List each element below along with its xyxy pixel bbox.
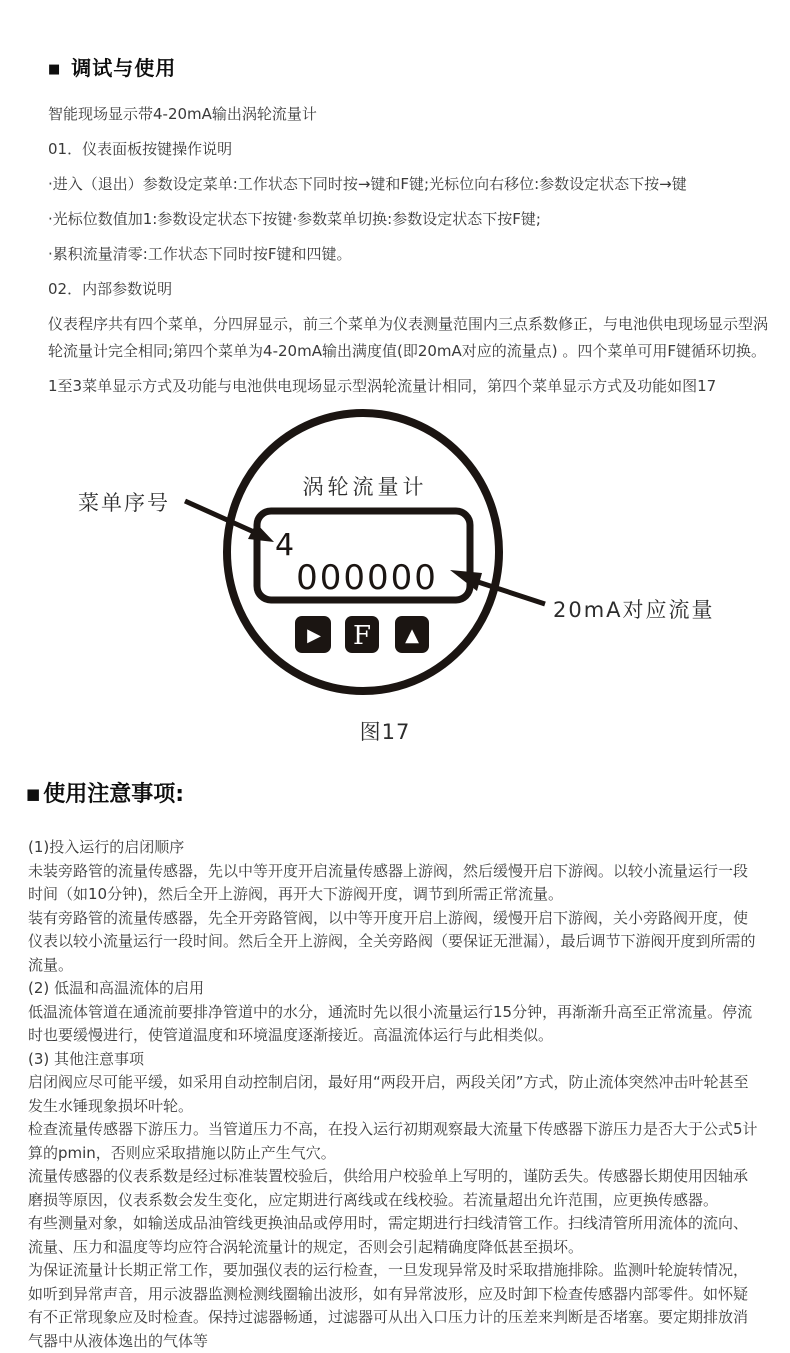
section-heading-usage-notes (0, 779, 790, 810)
paragraph: 智能现场显示带4-20mA输出涡轮流量计 (48, 105, 317, 123)
paragraph: 有些测量对象，如输送成品油管线更换油品或停用时，需定期进行扫线清管工作。扫线清管所用流体的流向、流量、压力和温度等均应符合涡轮流量计的规定，否则会引起精确度降低甚至损坏。 (28, 1214, 749, 1256)
key-right (295, 616, 331, 653)
square-bullet-icon: ■ (26, 785, 41, 803)
key-f (345, 616, 379, 653)
paragraph: ·累积流量清零:工作状态下同时按F键和四键。 (48, 245, 352, 263)
key-up (395, 616, 429, 653)
paragraph: 检查流量传感器下游压力。当管道压力不高，在投入运行初期观察最大流量下传感器下游压力是否大于公式5计算的pmin，否则应采取措施以防止产生气穴。 (28, 1120, 758, 1162)
square-bullet-icon: ■ (48, 62, 61, 77)
left-pointer-arrowhead (248, 523, 274, 542)
paragraph: (2) 低温和高温流体的启用 (28, 979, 205, 997)
menu-number-label: 菜单序号 (78, 491, 170, 515)
paragraph: 装有旁路管的流量传感器，先全开旁路管阀，以中等开度开启上游阀，缓慢开启下游阀，关小旁路阀开度，使仪表以较小流量运行一段时间。然后全开上游阀，全关旁路阀（要保证无泄漏），最后调节下游阀开度到所需的流量。 (28, 908, 756, 974)
figure-17-diagram (55, 408, 745, 753)
section-title: 调试与使用 (71, 56, 177, 80)
display-value: 000000 (296, 558, 438, 598)
paragraph: ·光标位数值加1:参数设定状态下按键·参数菜单切换:参数设定状态下按F键; (48, 210, 541, 228)
right-arrow-key-icon: ▶ (307, 625, 321, 646)
paragraph: ·进入（退出）参数设定菜单:工作状态下同时按→键和F键;光标位向右移位:参数设定状态下按→键 (48, 175, 687, 193)
paragraph: (1)投入运行的启闭顺序 (28, 838, 185, 856)
20ma-flow-label: 20mA对应流量 (553, 598, 715, 622)
paragraph: 1至3菜单显示方式及功能与电池供电现场显示型涡轮流量计相同，第四个菜单显示方式及功能如图17 (48, 377, 717, 395)
paragraph: 启闭阀应尽可能平缓，如采用自动控制启闭，最好用“两段开启，两段关闭”方式，防止流体突然冲击叶轮甚至发生水锤现象损坏叶轮。 (28, 1073, 749, 1115)
f-key-icon: F (352, 621, 372, 651)
up-arrow-key-icon: ▲ (405, 625, 419, 646)
paragraph: 仪表程序共有四个菜单，分四屏显示，前三个菜单为仪表测量范围内三点系数修正，与电池供电现场显示型涡轮流量计完全相同;第四个菜单为4-20mA输出满度值(即20mA对应的流量点) 。四个菜单可用F键循环切换。 (48, 315, 769, 360)
section-usage-notes (0, 810, 790, 1353)
section-title: 使用注意事项: (43, 782, 184, 807)
device-title: 涡轮流量计 (302, 475, 428, 499)
right-pointer-line (475, 581, 545, 604)
section-debug-and-use (0, 0, 790, 400)
paragraph: 流量传感器的仪表系数是经过标准装置校验后，供给用户校验单上写明的，谨防丢失。传感器长期使用因轴承磨损等原因，仪表系数会发生变化，应定期进行离线或在线校验。若流量超出允许范围，应更换传感器。 (28, 1167, 749, 1209)
paragraph: (3) 其他注意事项 (28, 1049, 145, 1068)
section-heading-debug-use (48, 55, 768, 83)
left-pointer-line (185, 501, 254, 532)
paragraph: 未装旁路管的流量传感器，先以中等开度开启流量传感器上游阀，然后缓慢开启下游阀。以较小流量运行一段时间（如10分钟)，然后全开上游阀，再开大下游阀开度，调节到所需正常流量。 (28, 861, 749, 903)
paragraph: 为保证流量计长期正常工作，要加强仪表的运行检查，一旦发现异常及时采取措施排除。监测叶轮旋转情况，如听到异常声音，用示波器监测检测线圈输出波形，如有异常波形，应及时卸下检查传感器内部零件。如怀疑有不正常现象应及时检查。保持过滤器畅通，过滤器可从出入口压力计的压差来判断是否堵塞。要定期排放消气器中从液体逸出的气体等 (28, 1261, 749, 1350)
paragraph: 01．仪表面板按键操作说明 (48, 140, 233, 158)
menu-number: 4 (275, 528, 295, 563)
paragraph: 低温流体管道在通流前要排净管道中的水分，通流时先以很小流量运行15分钟，再渐渐升高至正常流量。停流时也要缓慢进行，使管道温度和环境温度逐渐接近。高温流体运行与此相类似。 (28, 1002, 753, 1044)
figure-caption: 图17 (359, 720, 411, 744)
paragraph: 02．内部参数说明 (48, 280, 173, 298)
